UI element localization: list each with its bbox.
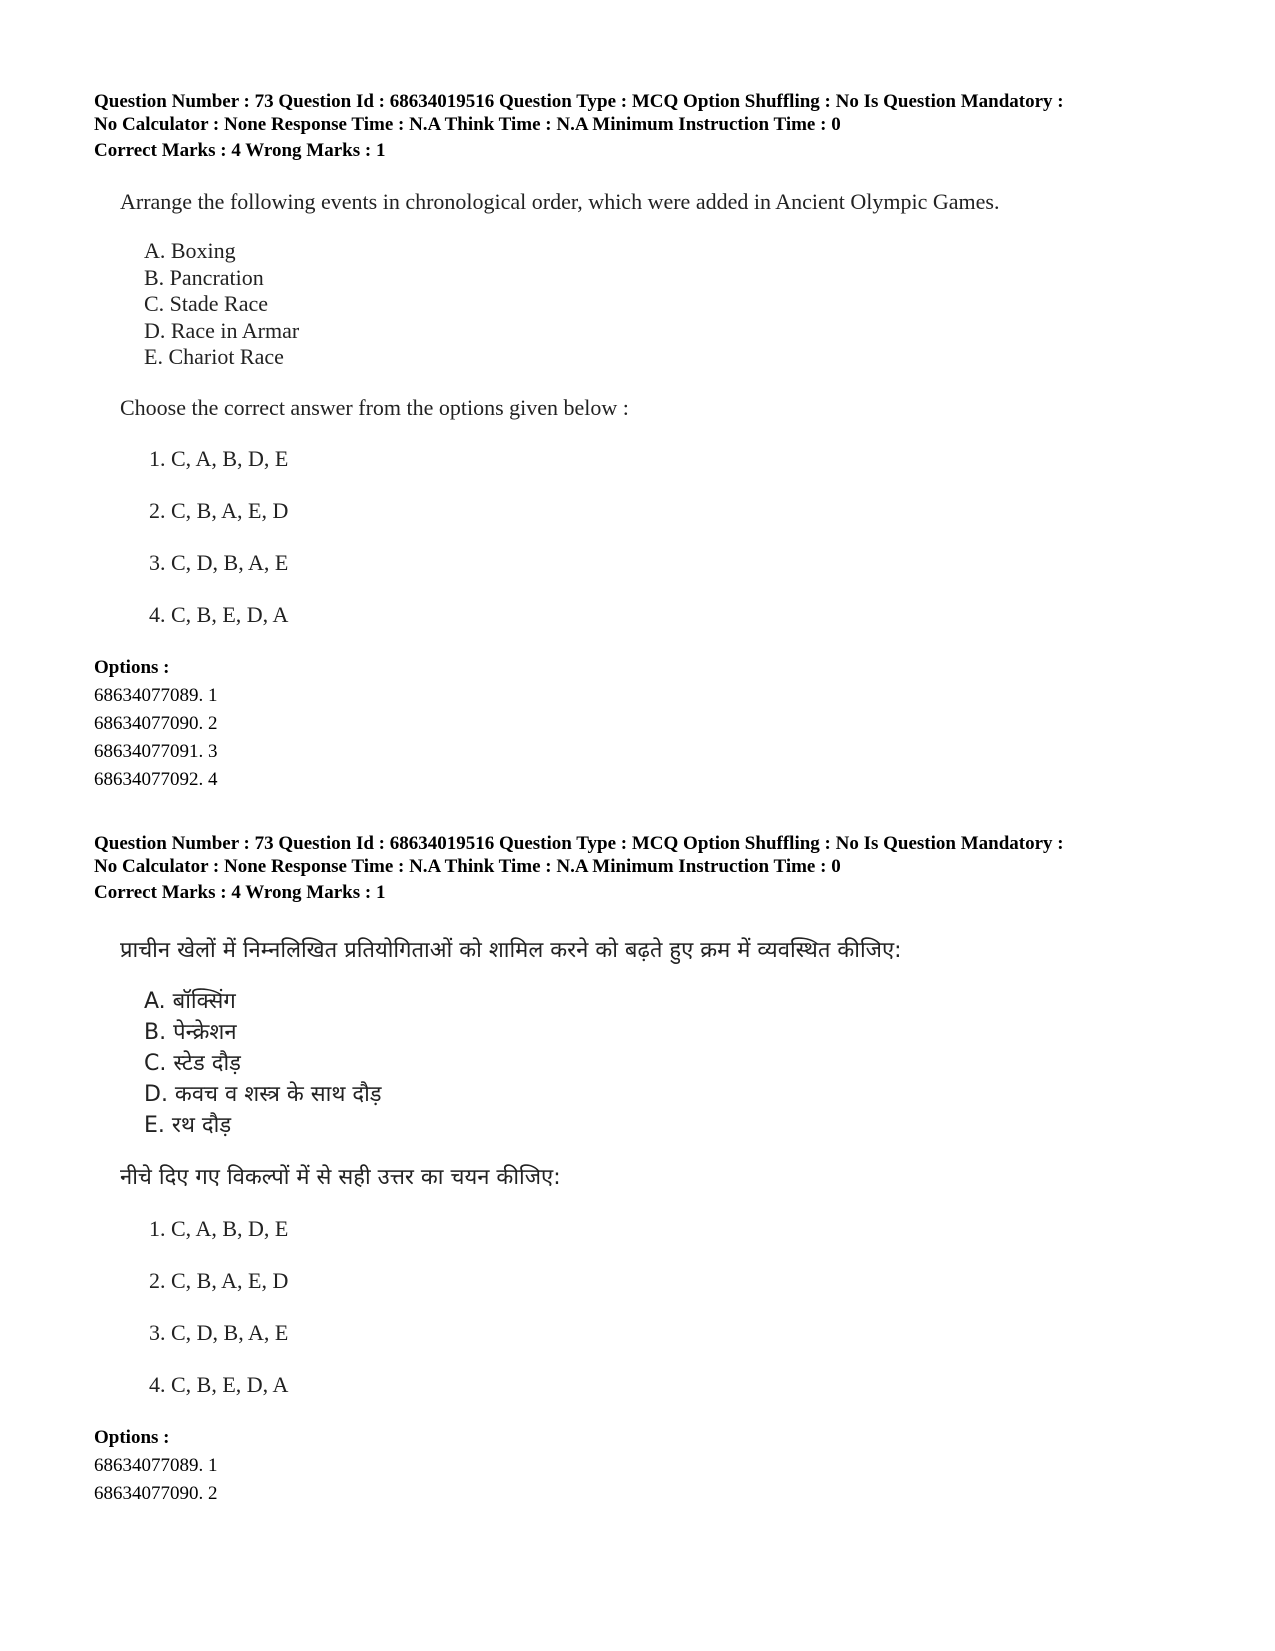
event-item: C. स्टेड दौड़ xyxy=(144,1051,241,1076)
event-item: A. बॉक्सिंग xyxy=(144,989,236,1014)
question-meta xyxy=(94,832,1234,878)
option-id: 68634077089. 1 xyxy=(94,685,218,706)
options-list xyxy=(94,682,218,794)
event-item: E. रथ दौड़ xyxy=(144,1113,232,1138)
marks-line: Correct Marks : 4 Wrong Marks : 1 xyxy=(94,882,386,903)
options-label: Options : xyxy=(94,657,170,678)
answer-choice: 4. C, B, E, D, A xyxy=(149,602,289,627)
choose-instruction: नीचे दिए गए विकल्पों में से सही उत्तर का चयन कीजिए: xyxy=(120,1165,561,1190)
event-item: D. कवच व शस्त्र के साथ दौड़ xyxy=(144,1082,382,1107)
answer-choice: 2. C, B, A, E, D xyxy=(149,1268,289,1293)
question-meta xyxy=(94,90,1234,136)
question-text: Arrange the following events in chronological order, which were added in Ancient Olympic Games. xyxy=(120,189,1000,214)
event-item: B. पेन्क्रेशन xyxy=(144,1020,237,1045)
meta-line-1: Question Number : 73 Question Id : 68634019516 Question Type : MCQ Option Shuffling : No Is Question Mandatory : xyxy=(94,91,1064,112)
event-list xyxy=(144,986,382,1141)
answer-choice: 3. C, D, B, A, E xyxy=(149,1320,289,1345)
option-id: 68634077092. 4 xyxy=(94,769,218,790)
options-list xyxy=(94,1452,218,1508)
event-item: C. Stade Race xyxy=(144,291,269,316)
answer-choice: 2. C, B, A, E, D xyxy=(149,498,289,523)
option-id: 68634077091. 3 xyxy=(94,741,218,762)
event-item: E. Chariot Race xyxy=(144,344,284,369)
option-id: 68634077090. 2 xyxy=(94,1483,218,1504)
answer-choice: 3. C, D, B, A, E xyxy=(149,550,289,575)
event-item: A. Boxing xyxy=(144,238,236,263)
event-item: B. Pancration xyxy=(144,264,264,290)
meta-line-2: No Calculator : None Response Time : N.A Think Time : N.A Minimum Instruction Time : 0 xyxy=(94,114,841,135)
meta-line-2: No Calculator : None Response Time : N.A Think Time : N.A Minimum Instruction Time : 0 xyxy=(94,856,841,877)
option-id: 68634077089. 1 xyxy=(94,1455,218,1476)
question-text: प्राचीन खेलों में निम्नलिखित प्रतियोगिताओं को शामिल करने को बढ़ते हुए क्रम में व्यवस्थित कीजिए: xyxy=(120,938,902,963)
choose-instruction: Choose the correct answer from the options given below : xyxy=(120,395,629,420)
meta-line-1: Question Number : 73 Question Id : 68634019516 Question Type : MCQ Option Shuffling : No Is Question Mandatory : xyxy=(94,833,1064,854)
answer-choice: 1. C, A, B, D, E xyxy=(149,1216,289,1241)
answer-choice: 4. C, B, E, D, A xyxy=(149,1372,289,1397)
event-list xyxy=(144,238,299,371)
event-item: D. Race in Armar xyxy=(144,317,300,343)
option-id: 68634077090. 2 xyxy=(94,713,218,734)
options-label: Options : xyxy=(94,1427,170,1448)
answer-choice: 1. C, A, B, D, E xyxy=(149,446,289,471)
marks-line: Correct Marks : 4 Wrong Marks : 1 xyxy=(94,140,386,161)
